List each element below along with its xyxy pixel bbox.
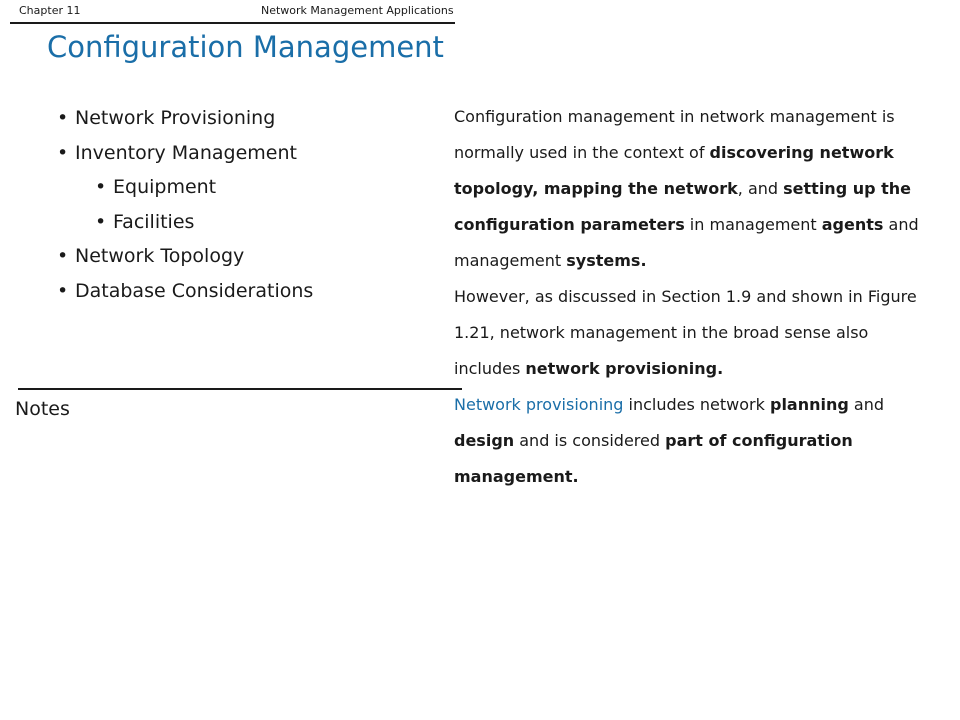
- body-paragraph-1: [454, 99, 939, 279]
- body-bold-run: discovering network topology, mapping the network: [454, 143, 894, 198]
- notes-label: Notes: [15, 398, 70, 420]
- outline-item-label: Network Provisioning: [75, 107, 276, 129]
- body-text-run: Configuration management in network management is normally used in the context of: [454, 107, 895, 162]
- outline-item-label: Database Considerations: [75, 279, 314, 302]
- section-label: Network Management Applications: [261, 4, 454, 17]
- outline-item-inventory-management: [57, 136, 313, 171]
- body-text-run: includes network: [623, 395, 770, 414]
- body-paragraph-3: [454, 387, 939, 495]
- bullet-icon: •: [57, 245, 69, 267]
- body-text-run: , and: [737, 179, 784, 198]
- bullet-icon: •: [95, 176, 107, 198]
- header-rule: [10, 22, 455, 24]
- outline-item-label: Equipment: [113, 176, 217, 198]
- bullet-icon: •: [57, 279, 69, 302]
- outline-item-network-provisioning: [57, 101, 313, 136]
- outline-item-equipment: [57, 170, 313, 205]
- body-highlight-run: Network provisioning: [454, 395, 624, 414]
- body-text: [454, 99, 939, 495]
- body-paragraph-2: [454, 279, 939, 387]
- bullet-icon: •: [57, 107, 69, 129]
- outline-item-label: Network Topology: [75, 245, 245, 267]
- body-bold-run: agents: [821, 215, 884, 234]
- outline-item-database-considerations: [57, 274, 313, 309]
- body-text-run: However, as discussed in Section 1.9 and shown in Figure 1.21, network management in the broad sense also includes: [454, 287, 917, 378]
- chapter-label: Chapter 11: [19, 4, 81, 17]
- topic-outline: [57, 101, 313, 308]
- body-text-run: and management: [454, 215, 919, 270]
- body-text-run: and is considered: [514, 431, 666, 450]
- body-bold-run: network provisioning.: [525, 359, 724, 378]
- body-bold-run: systems.: [566, 251, 647, 270]
- notes-rule: [18, 388, 462, 390]
- body-bold-run: planning: [769, 395, 849, 414]
- bullet-icon: •: [95, 210, 107, 233]
- bullet-icon: •: [57, 141, 69, 164]
- outline-item-network-topology: [57, 239, 313, 274]
- body-bold-run: design: [454, 431, 515, 450]
- outline-item-label: Inventory Management: [75, 141, 297, 164]
- body-text-run: and: [848, 395, 885, 414]
- body-bold-run: part of configuration management.: [454, 431, 853, 486]
- body-text-run: in management: [684, 215, 822, 234]
- outline-item-facilities: [57, 205, 313, 240]
- body-bold-run: setting up the configuration parameters: [454, 179, 912, 234]
- page-title: Configuration Management: [47, 30, 444, 64]
- outline-item-label: Facilities: [113, 210, 195, 233]
